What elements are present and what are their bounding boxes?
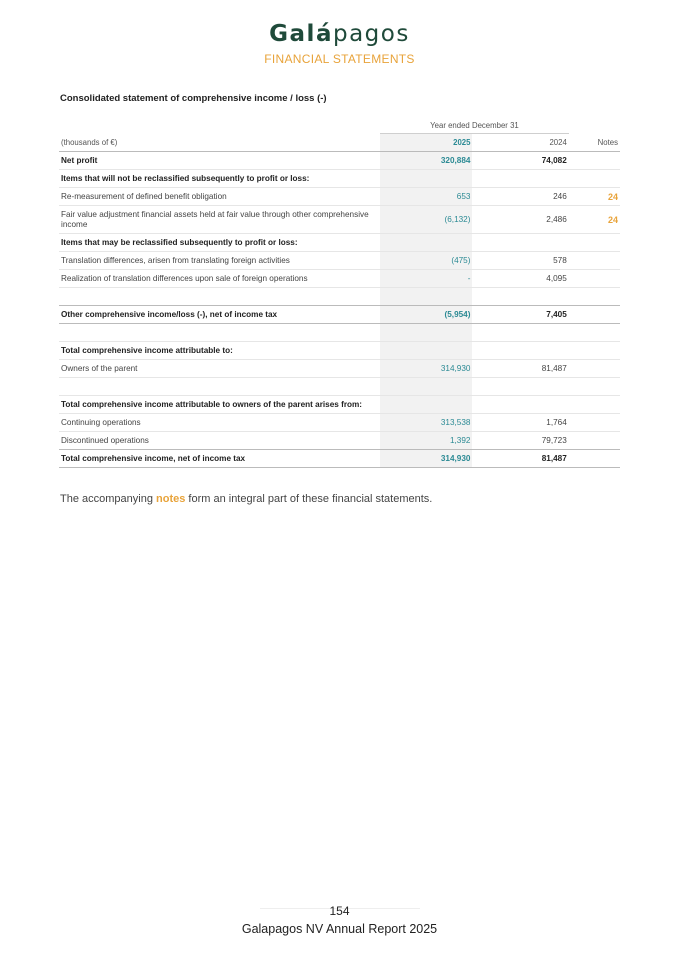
report-title: Galapagos NV Annual Report 2025 (241, 922, 438, 936)
table-row: Discontinued operations 1,392 79,723 (59, 432, 620, 450)
table-row: Total comprehensive income, net of income tax 314,930 81,487 (59, 450, 620, 468)
table-row: Total comprehensive income attributable to: (59, 342, 620, 360)
page-footer (0, 904, 679, 936)
spacer-row (59, 378, 620, 396)
table-row: Realization of translation differences upon sale of foreign operations - 4,095 (59, 270, 620, 288)
footnote: The accompanying notes form an integral part of these financial statements. (60, 493, 433, 505)
table-row: Continuing operations 313,538 1,764 (59, 414, 620, 432)
table-row: Translation differences, arisen from translating foreign activities (475) 578 (59, 252, 620, 270)
comprehensive-income-table (59, 118, 620, 468)
table-row: Fair value adjustment financial assets held at fair value through other comprehensive income (6,132) 2,486 24 (59, 206, 620, 234)
table-row: Re-measurement of defined benefit obligation 653 246 24 (59, 188, 620, 206)
page-number: 154 (329, 904, 350, 918)
notes-link[interactable]: notes (156, 493, 186, 505)
spacer-row (59, 288, 620, 306)
note-reference[interactable]: 24 (569, 206, 620, 234)
table-row: Items that will not be reclassified subsequently to profit or loss: (59, 170, 620, 188)
spacer-row (59, 324, 620, 342)
column-header-2024: 2024 (472, 134, 568, 152)
period-header-row (59, 118, 620, 134)
column-header-row (59, 134, 620, 152)
period-header: Year ended December 31 (380, 118, 569, 134)
note-reference[interactable]: 24 (569, 188, 620, 206)
table-row: Other comprehensive income/loss (-), net of income tax (5,954) 7,405 (59, 306, 620, 324)
table-row: Total comprehensive income attributable to owners of the parent arises from: (59, 396, 620, 414)
galapagos-logo: Galápagos (269, 21, 410, 47)
units-label: (thousands of €) (59, 134, 380, 152)
section-title: FINANCIAL STATEMENTS (264, 52, 415, 66)
table-row: Items that may be reclassified subsequently to profit or loss: (59, 234, 620, 252)
column-header-notes: Notes (569, 134, 620, 152)
page-header (0, 20, 679, 66)
table-row: Net profit 320,884 74,082 (59, 152, 620, 170)
table-row: Owners of the parent 314,930 81,487 (59, 360, 620, 378)
statement-title: Consolidated statement of comprehensive income / loss (-) (60, 93, 327, 104)
column-header-2025: 2025 (380, 134, 472, 152)
